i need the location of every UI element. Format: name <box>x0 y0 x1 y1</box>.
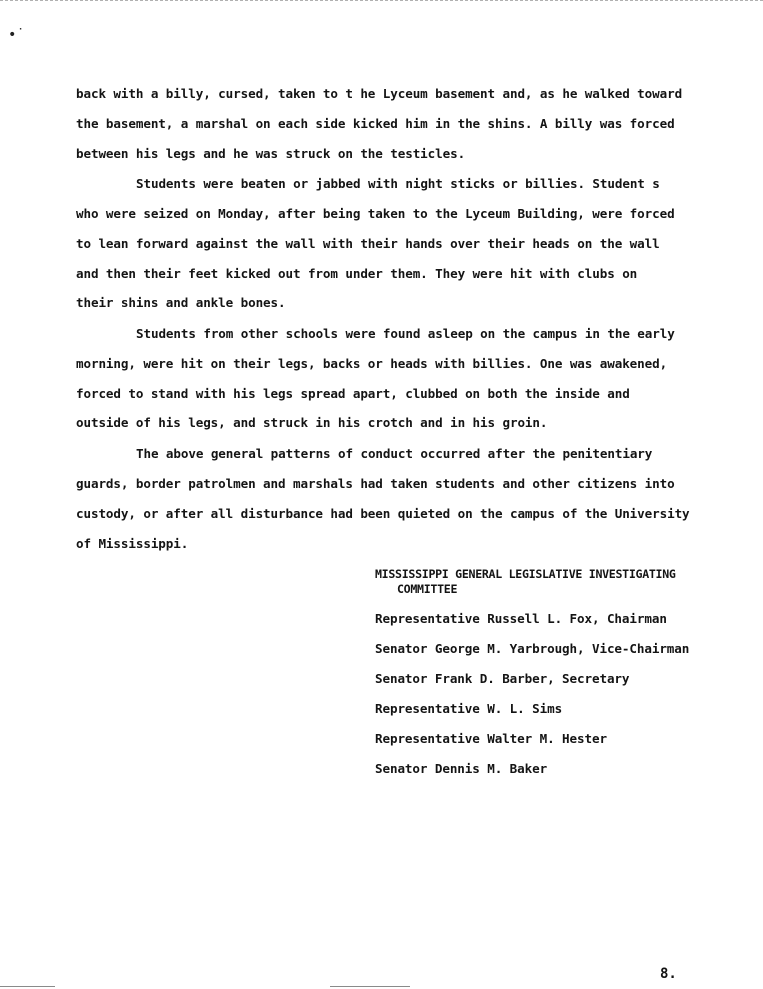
text-line: Students from other schools were found asleep on the campus in the early <box>136 326 675 341</box>
page-number: 8. <box>660 966 677 982</box>
committee-member: Senator Frank D. Barber, Secretary <box>375 671 630 686</box>
text-line: the basement, a marshal on each side kicked him in the shins. A billy was forced <box>76 116 675 131</box>
committee-name-continued: COMMITTEE <box>397 582 458 596</box>
text-line: custody, or after all disturbance had been quieted on the campus of the University <box>76 506 690 521</box>
text-line: of Mississippi. <box>76 536 189 551</box>
text-line: between his legs and he was struck on the testicles. <box>76 146 466 161</box>
committee-member: Senator Dennis M. Baker <box>375 761 548 776</box>
text-line: back with a billy, cursed, taken to t he Lyceum basement and, as he walked toward <box>76 86 683 101</box>
text-line: their shins and ankle bones. <box>76 295 286 310</box>
text-line: guards, border patrolmen and marshals had taken students and other citizens into <box>76 476 675 491</box>
committee-member: Representative W. L. Sims <box>375 701 563 716</box>
scan-edge-mark <box>0 986 55 987</box>
text-line: Students were beaten or jabbed with night sticks or billies. Student s <box>136 176 660 191</box>
committee-member: Senator George M. Yarbrough, Vice-Chairman <box>375 641 690 656</box>
committee-member: Representative Russell L. Fox, Chairman <box>375 611 667 626</box>
text-line: who were seized on Monday, after being taken to the Lyceum Building, were forced <box>76 206 675 221</box>
text-line: and then their feet kicked out from under them. They were hit with clubs on <box>76 266 638 281</box>
text-line: to lean forward against the wall with their hands over their heads on the wall <box>76 236 660 251</box>
committee-name: MISSISSIPPI GENERAL LEGISLATIVE INVESTIGATING <box>375 567 676 581</box>
scan-edge-mark <box>330 986 410 987</box>
text-line: The above general patterns of conduct occurred after the penitentiary <box>136 446 653 461</box>
text-line: outside of his legs, and struck in his crotch and in his groin. <box>76 415 548 430</box>
page-top-edge <box>0 0 763 1</box>
scan-speck-mark: •˙ <box>8 27 25 43</box>
text-line: morning, were hit on their legs, backs or heads with billies. One was awakened, <box>76 356 668 371</box>
text-line: forced to stand with his legs spread apart, clubbed on both the inside and <box>76 386 630 401</box>
committee-member: Representative Walter M. Hester <box>375 731 607 746</box>
